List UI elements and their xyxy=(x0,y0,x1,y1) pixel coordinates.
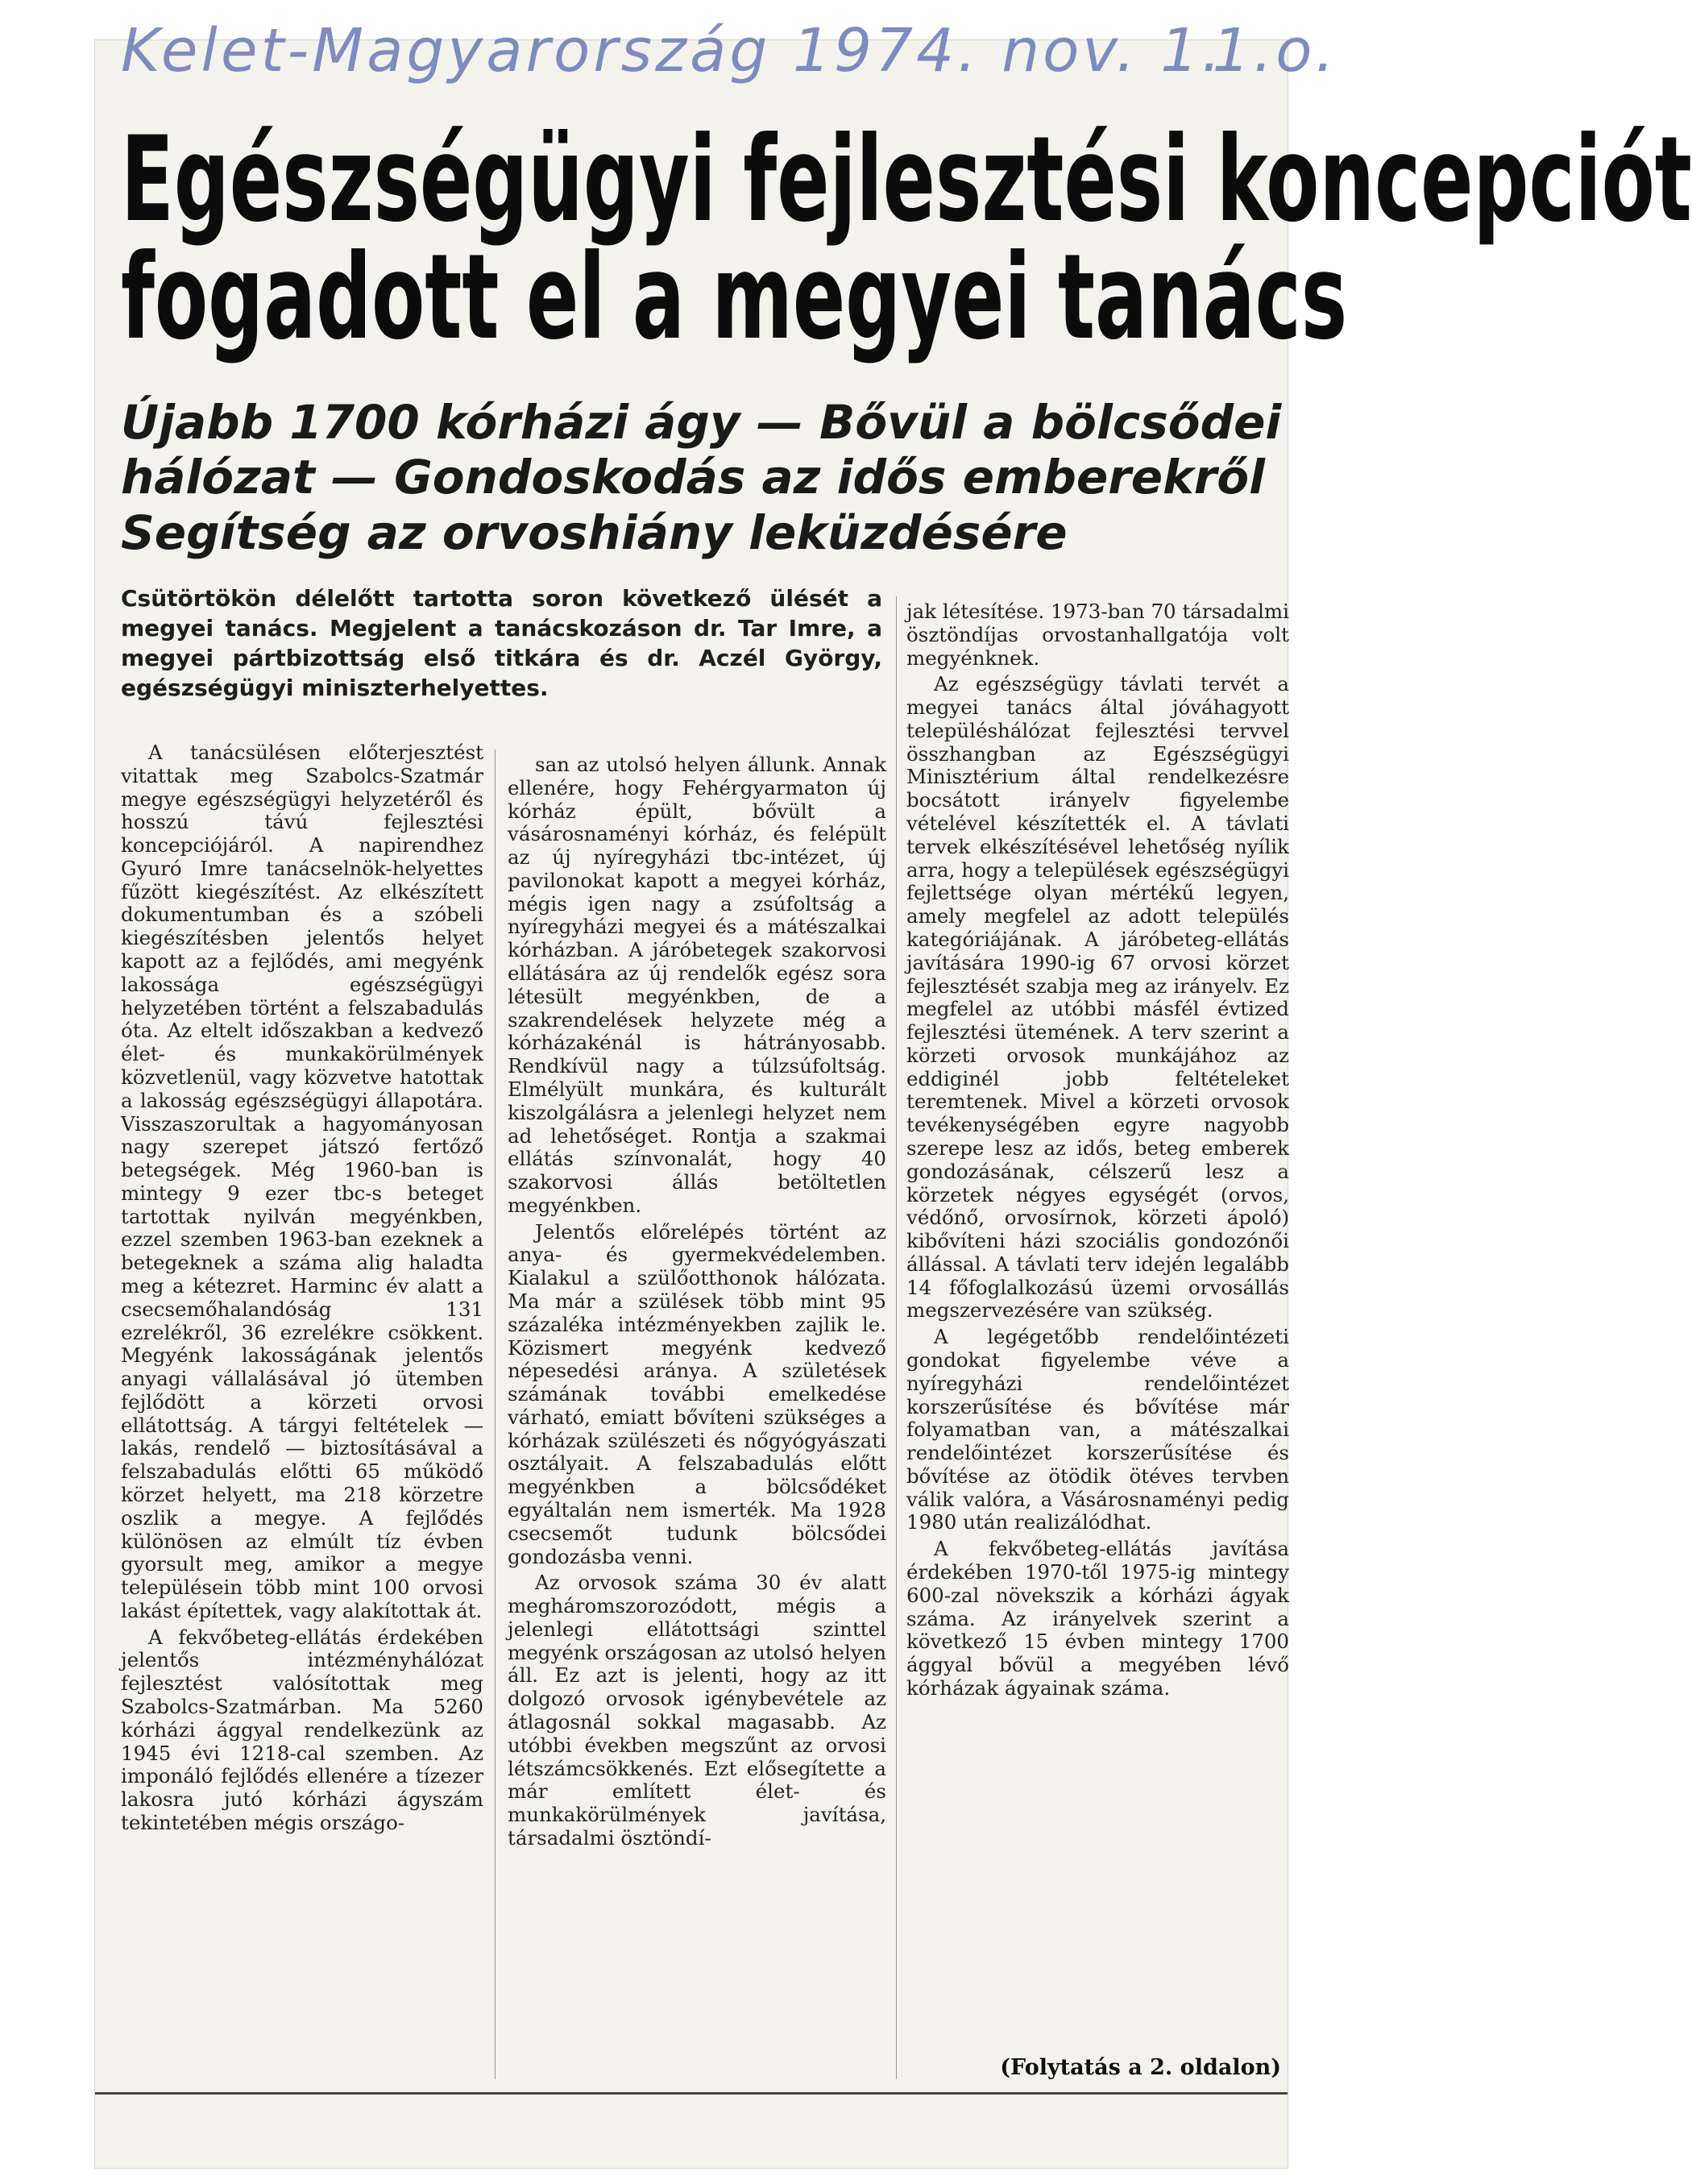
lead-paragraph: Csütörtökön délelőtt tartotta soron következő ülését a megyei tanács. Megjelent a tanácskozáson dr. Tar Imre, a megyei pártbizottság első titkára és dr. Aczél György, egészségügyi miniszterhelyettes. xyxy=(121,585,882,701)
subheading-line: Újabb 1700 kórházi ágy — Bővül a bölcsődei xyxy=(121,395,1282,450)
headline-line-1: Egészségügyi fejlesztési koncepciót xyxy=(121,111,1692,248)
body-paragraph: A fekvőbeteg-ellátás érdekében jelentős intézményhálózat fejlesztést valósítottak meg Szabolcs-Szatmárban. Ma 5260 kórházi ággyal rendelkezünk az 1945 évi 1218-cal szemben. Az imponáló fejlődés ellenére a tízezer lakosra jutó kórházi ágyszám tekintetében mégis országo- xyxy=(121,1625,483,1834)
headline xyxy=(121,111,1692,366)
handwritten-page-number: 1.o. xyxy=(1212,16,1337,85)
column-divider xyxy=(896,596,897,2079)
body-paragraph: A legégetőbb rendelőintézeti gondokat figyelembe véve a nyíregyházi rendelőintézet korszerűsítése és bővítése már folyamatban van, a mátészalkai rendelőintézet korszerűsítése és bővítése az ötödik ötéves tervben válik valóra, a Vásárosnaményi pedig 1980 után realizálódhat. xyxy=(906,1325,1289,1534)
subheading-line: Segítség az orvoshiány leküzdésére xyxy=(121,504,1068,560)
handwritten-note xyxy=(121,16,1346,113)
column-divider xyxy=(495,749,496,2079)
headline-line-2: fogadott el a megyei tanács xyxy=(121,229,1348,366)
body-paragraph: san az utolsó helyen állunk. Annak ellenére, hogy Fehérgyarmaton új kórház épült, bővült a vásárosnaményi kórház, és felépült az új nyíregyházi tbc-intézet, új pavilonokat kapott a megyei kórház, mégis igen nagy a zsúfoltság a nyíregyházi megyei és a mátészalkai kórházban. A járóbetegek szakorvosi ellátására az új rendelők egész sora létesült megyénkben, de a szakrendelések helyzete még a kórházakénál is hátrányosabb. Rendkívül nagy a túlzsúfoltság. Elmélyült munkára, és kulturált kiszolgálásra a jelenlegi helyzet nem ad lehetőséget. Rontja a szakmai ellátás színvonalát, hogy 40 szakorvosi állás betöltetlen megyénkben. xyxy=(508,753,886,1217)
article-column-1 xyxy=(121,741,483,1835)
article-column-3 xyxy=(906,600,1289,1700)
continued-on-page-note: (Folytatás a 2. oldalon) xyxy=(1000,2055,1281,2080)
handwritten-source-date: Kelet-Magyarország 1974. nov. 1. xyxy=(121,16,1224,85)
body-paragraph: A fekvőbeteg-ellátás javítása érdekében 1970-től 1975-ig mintegy 600-zal növekszik a kórházi ágyak száma. Az irányelvek szerint a következő 15 évben mintegy 1700 ággyal bővül a megyében lévő kórházak ágyainak száma. xyxy=(906,1537,1289,1700)
body-paragraph: Az orvosok száma 30 év alatt megháromszorozódott, mégis a jelenlegi ellátottsági szinttel megyénk országosan az utolsó helyen áll. Ez azt is jelenti, hogy az itt dolgozó orvosok igénybevétele az átlagosnál sokkal magasabb. Az utóbbi években megszűnt az orvosi létszámcsökkenés. Ezt elősegítette a már említett élet- és munkakörülmények javítása, társadalmi ösztöndí- xyxy=(508,1571,886,1850)
article-column-2 xyxy=(508,754,886,1850)
body-paragraph: jak létesítése. 1973-ban 70 társadalmi ösztöndíjas orvostanhallgatója volt megyénknek. xyxy=(906,600,1289,670)
subheading-line: hálózat — Gondoskodás az idős emberekről xyxy=(121,450,1266,505)
body-paragraph: Jelentős előrelépés történt az anya- és gyermekvédelemben. Kialakul a szülőotthonok hálózata. Ma már a szülések több mint 95 százaléka intézményekben zajlik le. Közismert megyénk kedvező népesedési aránya. A születések számának további emelkedése várható, emiatt bővíteni szükséges a kórházak szülészeti és nőgyógyászati osztályait. A felszabadulás előtt megyénkben a bölcsődéket egyáltalán nem ismerték. Ma 1928 csecsemőt tudunk bölcsődei gondozásba venni. xyxy=(508,1219,886,1568)
body-paragraph: A tanácsülésen előterjesztést vitattak meg Szabolcs-Szatmár megye egészségügyi helyzetéről és hosszú távú fejlesztési koncepciójáról. A napirendhez Gyuró Imre tanácselnök-helyettes fűzött kiegészítést. Az elkészített dokumentumban és a szóbeli kiegészítésben jelentős helyet kapott az a fejlődés, ami megyénk lakossága egészségügyi helyzetében történt a felszabadulás óta. Az eltelt időszakban a kedvező élet- és munkakörülmények közvetlenül, vagy közvetve hatottak a lakosság egészségügyi állapotára. Visszaszorultak a hagyományosan nagy szerepet játszó fertőző betegségek. Még 1960-ban is mintegy 9 ezer tbc-s beteget tartottak nyilván megyénkben, ezzel szemben 1963-ban ezeknek a betegeknek a száma alig haladta meg a kétezret. Harminc év alatt a csecsemőhalandóság 131 ezrelékről, 36 ezrelékre csökkent. Megyénk lakosságának jelentős anyagi vállalásával jó ütemben fejlődött a körzeti orvosi ellátottság. A tárgyi feltételek — lakás, rendelő — biztosításával a felszabadulás előtti 65 működő körzet helyett, ma 218 körzetre oszlik a megye. A fejlődés különösen az elmúlt tíz évben gyorsult meg, amikor a megye településein több mint 100 orvosi lakást építettek, vagy alakítottak át. xyxy=(121,741,483,1622)
body-paragraph: Az egészségügy távlati tervét a megyei tanács által jóváhagyott településhálózat fejlesztési tervvel összhangban az Egészségügyi Minisztérium által rendelkezésre bocsátott irányelv figyelembe vételével készítették el. A távlati tervek elkészítésével lehetőség nyílik arra, hogy a települések egészségügyi fejlettsége olyan mértékű legyen, amely megfelel az adott település kategóriájának. A járóbeteg-ellátás javítására 1990-ig 67 orvosi körzet fejlesztését szabja meg az irányelv. Ez megfelel az utóbbi másfél évtized fejlesztési ütemének. A terv szerint a körzeti orvosok munkájához az eddiginél jobb feltételeket teremtenek. Mivel a körzeti orvosok tevékenységében egyre nagyobb szerepe lesz az idős, beteg emberek gondozásának, célszerű lesz a körzetek négyes egységét (orvos, védőnő, orvosírnok, körzeti ápoló) kibővíteni házi szociális gondozónői állással. A távlati terv idején legalább 14 főfoglalkozású üzemi orvosállás megszervezésére van szükség. xyxy=(906,672,1289,1322)
subheadings xyxy=(121,395,1282,560)
bottom-rule xyxy=(95,2092,1288,2095)
